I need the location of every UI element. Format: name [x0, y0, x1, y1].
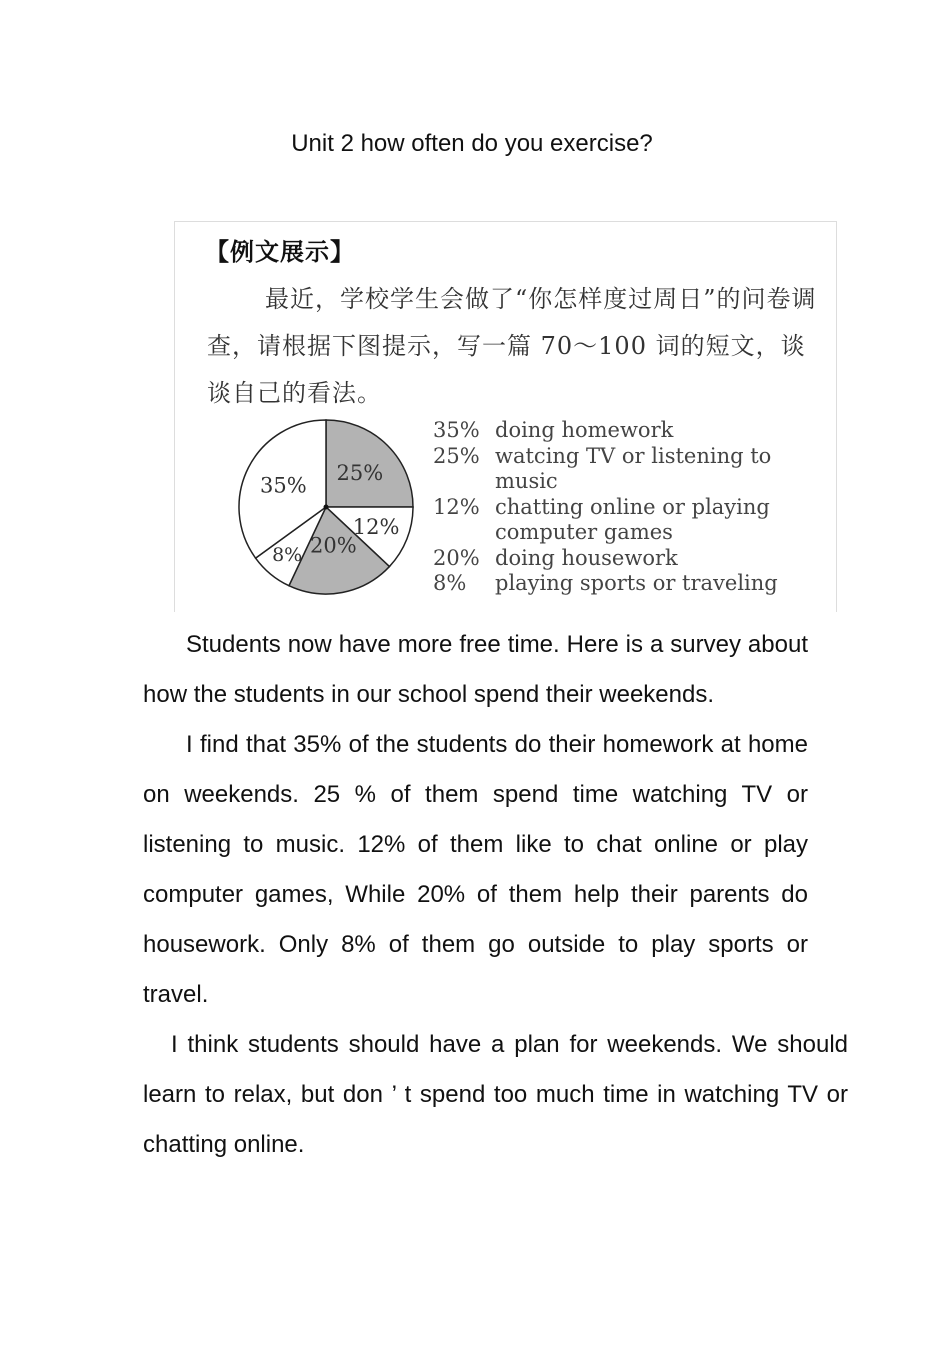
legend-label: doing housework [495, 545, 678, 570]
legend-label: chatting online or playing computer games [495, 494, 770, 544]
title-text: Unit 2 how often do you exercise? [291, 130, 653, 157]
legend-item [433, 418, 795, 444]
pie-label-20pct: 20% [309, 533, 357, 558]
legend-percent: 8% [433, 571, 467, 595]
essay-paragraph-2: I find that 35% of the students do their homework at home on weekends. 25 % of them spend time watching TV or listening to music. 12% of them like to chat online or play computer games, While 20% of them help their parents do housework. Only 8% of them go outside to play sports or travel. [143, 731, 808, 1008]
legend-label: watcing TV or listening to music [495, 443, 772, 493]
legend-item [433, 546, 795, 572]
pie-chart [233, 418, 423, 604]
legend-percent: 20% [433, 545, 480, 570]
pie-label-35pct: 35% [260, 473, 307, 498]
example-box [174, 221, 837, 612]
legend-item [433, 495, 795, 546]
pie-label-8pct: 8% [272, 543, 303, 566]
chart-legend [433, 418, 795, 597]
essay-paragraph-1: Students now have more free time. Here is a survey about how the students in our school spend their weekends. [143, 631, 808, 708]
example-heading: 【例文展示】 [205, 237, 355, 266]
pie-label-25pct: 25% [336, 461, 384, 486]
legend-percent: 12% [433, 494, 480, 519]
pie-label-12pct: 12% [352, 514, 400, 539]
legend-item [433, 444, 795, 495]
essay [143, 620, 848, 1170]
legend-percent: 25% [433, 443, 480, 468]
legend-label: doing homework [495, 418, 674, 442]
page-title [0, 130, 950, 158]
example-prompt: 最近，学校学生会做了“你怎样度过周日”的问卷调查，请根据下图提示，写一篇 70～100 词的短文，谈谈自己的看法。 [207, 285, 817, 407]
legend-label: playing sports or traveling [495, 571, 778, 595]
legend-percent: 35% [433, 418, 480, 442]
pie-center-dot [324, 505, 329, 510]
legend-item [433, 571, 795, 597]
essay-paragraph-3: I think students should have a plan for weekends. We should learn to relax, but don ’ t spend too much time in watching TV or chatting online. [143, 1031, 848, 1158]
